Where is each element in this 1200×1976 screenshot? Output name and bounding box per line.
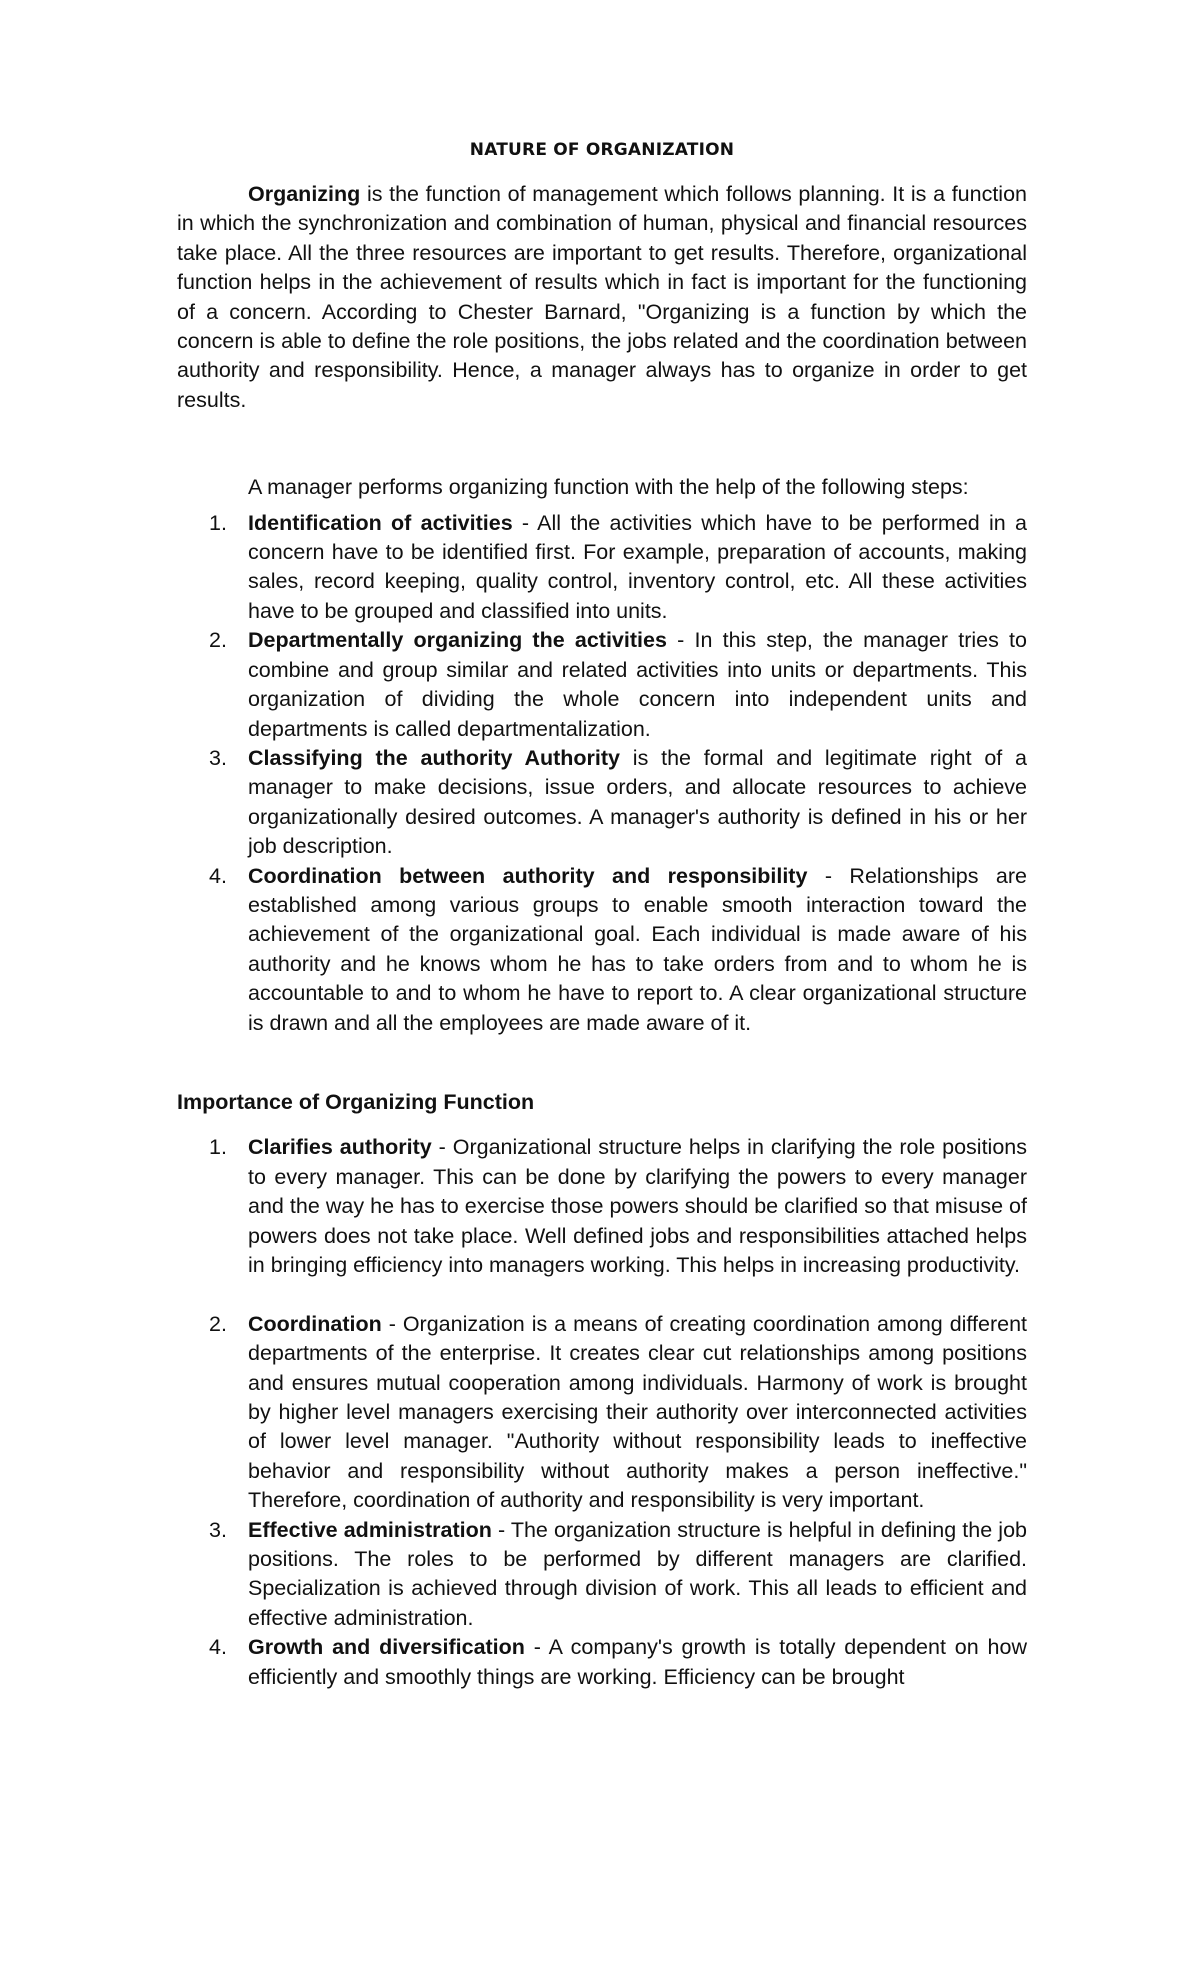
list-item-text: - Organization is a means of creating coordination among different departments of the enterprise. It creates clear cut relationships among positions and ensures mutual cooperation among individuals. Harmony of work is brought by higher level managers exercising their authority over interconnected activities of lower level manager. "Authority without responsibility leads to ineffective behavior and responsibility without authority makes a person ineffective." Therefore, coordination of authority and responsibility is very important. <box>248 1311 1027 1513</box>
list-item-number: 3. <box>209 745 227 770</box>
section-heading: Importance of Organizing Function <box>177 1089 535 1114</box>
list-item <box>177 1310 1027 1516</box>
list-item <box>177 1516 1027 1634</box>
list-spacer <box>177 1280 1027 1309</box>
list-item-number: 2. <box>209 1311 227 1336</box>
list-item-term: Identification of activities <box>248 510 513 535</box>
list-item-number: 1. <box>209 1135 227 1160</box>
steps-list <box>177 509 1027 1038</box>
document-title: NATURE OF ORGANIZATION <box>469 140 735 160</box>
intro-text: is the function of management which follows planning. It is a function in which the synchronization and combination of human, physical and financial resources take place. All the three resources are important to get results. Therefore, organizational function helps in the achievement of results which in fact is important for the functioning of a concern. According to Chester Barnard, "Organizing is a function by which the concern is able to define the role positions, the jobs related and the coordination between authority and responsibility. Hence, a manager always has to organize in order to get results. <box>177 182 1027 412</box>
list-item-text: - Organizational structure helps in clarifying the role positions to every manager. This can be done by clarifying the powers to every manager and the way he has to exercise those powers should be clarified so that misuse of powers does not take place. Well defined jobs and responsibilities attached helps in bringing efficiency into managers working. This helps in increasing productivity. <box>248 1135 1028 1277</box>
list-item-number: 4. <box>209 1635 227 1660</box>
list-item-term: Coordination between authority and responsibility <box>248 863 808 888</box>
list-item-term: Effective administration <box>248 1517 492 1542</box>
list-item-text: is the formal and legitimate right of a manager to make decisions, issue orders, and allocate resources to achieve organizationally desired outcomes. A manager's authority is defined in his or her job description. <box>248 745 1027 859</box>
list-item-term: Coordination <box>248 1311 382 1336</box>
list-item <box>177 1133 1027 1280</box>
paragraph-gap <box>177 415 1027 473</box>
list-item-text: - All the activities which have to be performed in a concern have to be identified first. For example, preparation of accounts, making sales, record keeping, quality control, inventory control, etc. All these activities have to be grouped and classified into units. <box>248 510 1027 623</box>
list-item-number: 2. <box>209 628 227 653</box>
list-item-number: 3. <box>209 1517 227 1542</box>
list-item-text: - In this step, the manager tries to combine and group similar and related activities into units or departments. This organization of dividing the whole concern into independent units and departments is called departmentalization. <box>248 628 1027 741</box>
intro-paragraph <box>177 180 1027 415</box>
intro-lead-term: Organizing <box>248 182 361 206</box>
document-page <box>177 140 1027 1692</box>
list-item-text: - Relationships are established among various groups to enable smooth interaction toward the achievement of the organizational goal. Each individual is made aware of his authority and he knows whom he has to take orders from and to whom he is accountable to and to whom he have to report to. A clear organizational structure is drawn and all the employees are made aware of it. <box>248 863 1027 1035</box>
list-item <box>177 744 1027 862</box>
list-item-term: Classifying the authority Authority <box>248 745 621 770</box>
list-item <box>177 509 1027 627</box>
list-item-text: - The organization structure is helpful in defining the job positions. The roles to be performed by different managers are clarified. Specialization is achieved through division of work. This all leads to efficient and effective administration. <box>248 1517 1027 1630</box>
list-item-term: Departmentally organizing the activities <box>248 628 667 653</box>
list-item <box>177 862 1027 1038</box>
list-item-term: Clarifies authority <box>248 1135 432 1160</box>
list-item <box>177 1633 1027 1692</box>
list-item-number: 1. <box>209 510 227 535</box>
steps-intro-paragraph: A manager performs organizing function with the help of the following steps: <box>248 475 969 500</box>
list-item-number: 4. <box>209 863 227 888</box>
list-item-term: Growth and diversification <box>248 1635 525 1660</box>
list-item <box>177 626 1027 744</box>
importance-list <box>177 1133 1027 1692</box>
list-item-text: - A company's growth is totally dependent on how efficiently and smoothly things are working. Efficiency can be brought <box>248 1635 1027 1689</box>
